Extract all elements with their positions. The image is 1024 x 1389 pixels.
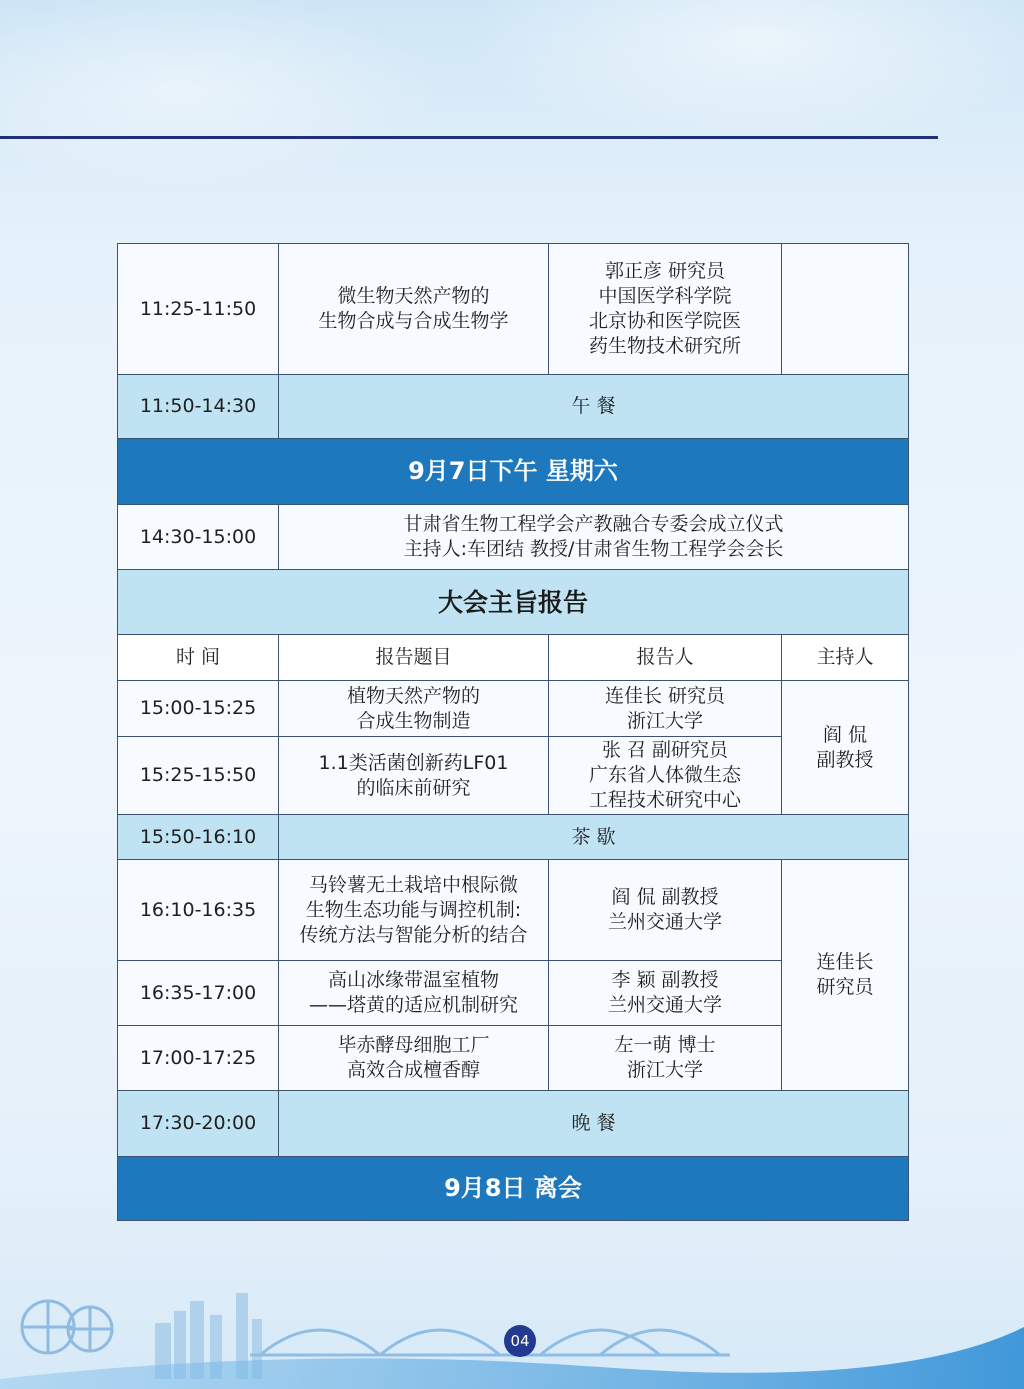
plenary-banner — [118, 570, 909, 635]
bridge-arches — [250, 1330, 730, 1355]
speaker-cell: 张 召 副研究员 广东省人体微生态 工程技术研究中心 — [549, 737, 782, 815]
table-row — [118, 860, 909, 961]
speaker-cell: 李 颖 副教授 兰州交通大学 — [549, 961, 782, 1026]
ferris-wheels — [22, 1301, 112, 1353]
dinner-row — [118, 1091, 909, 1157]
tea-row — [118, 815, 909, 860]
day-banner-label: 9月7日下午 星期六 — [118, 439, 909, 505]
host-cell: 阎 侃 副教授 — [782, 681, 909, 815]
dinner-label: 晚 餐 — [279, 1091, 909, 1157]
time-cell: 15:00-15:25 — [118, 681, 279, 737]
time-cell: 14:30-15:00 — [118, 505, 279, 570]
schedule-table — [117, 243, 909, 1221]
header-speaker: 报告人 — [549, 635, 782, 681]
topic-cell: 毕赤酵母细胞工厂 高效合成檀香醇 — [279, 1026, 549, 1091]
time-cell: 16:35-17:00 — [118, 961, 279, 1026]
time-cell: 16:10-16:35 — [118, 860, 279, 961]
background-swirl — [0, 0, 1024, 260]
ceremony-cell: 甘肃省生物工程学会产教融合专委会成立仪式 主持人:车团结 教授/甘肃省生物工程学会会长 — [279, 505, 909, 570]
time-cell: 11:50-14:30 — [118, 375, 279, 439]
speaker-cell: 连佳长 研究员 浙江大学 — [549, 681, 782, 737]
tea-label: 茶 歇 — [279, 815, 909, 860]
table-row — [118, 681, 909, 737]
topic-cell: 1.1类活菌创新药LF01 的临床前研究 — [279, 737, 549, 815]
topic-cell: 马铃薯无土栽培中根际微 生物生态功能与调控机制: 传统方法与智能分析的结合 — [279, 860, 549, 961]
ceremony-row — [118, 505, 909, 570]
page-number-badge: 04 — [504, 1325, 536, 1357]
host-cell — [782, 244, 909, 375]
column-header-row — [118, 635, 909, 681]
lunch-row — [118, 375, 909, 439]
time-cell: 17:30-20:00 — [118, 1091, 279, 1157]
speaker-cell: 郭正彦 研究员 中国医学科学院 北京协和医学院医 药生物技术研究所 — [549, 244, 782, 375]
topic-cell: 高山冰缘带温室植物 ——塔黄的适应机制研究 — [279, 961, 549, 1026]
topic-cell: 微生物天然产物的 生物合成与合成生物学 — [279, 244, 549, 375]
plenary-label: 大会主旨报告 — [118, 570, 909, 635]
host-cell: 连佳长 研究员 — [782, 860, 909, 1091]
table-row — [118, 244, 909, 375]
day-banner-label: 9月8日 离会 — [118, 1157, 909, 1221]
day-banner — [118, 1157, 909, 1221]
time-cell: 15:25-15:50 — [118, 737, 279, 815]
day-banner — [118, 439, 909, 505]
lunch-label: 午 餐 — [279, 375, 909, 439]
speaker-cell: 左一萌 博士 浙江大学 — [549, 1026, 782, 1091]
speaker-cell: 阎 侃 副教授 兰州交通大学 — [549, 860, 782, 961]
header-host: 主持人 — [782, 635, 909, 681]
topic-cell: 植物天然产物的 合成生物制造 — [279, 681, 549, 737]
header-topic: 报告题目 — [279, 635, 549, 681]
time-cell: 17:00-17:25 — [118, 1026, 279, 1091]
header-time: 时 间 — [118, 635, 279, 681]
time-cell: 15:50-16:10 — [118, 815, 279, 860]
top-divider — [0, 136, 938, 139]
time-cell: 11:25-11:50 — [118, 244, 279, 375]
